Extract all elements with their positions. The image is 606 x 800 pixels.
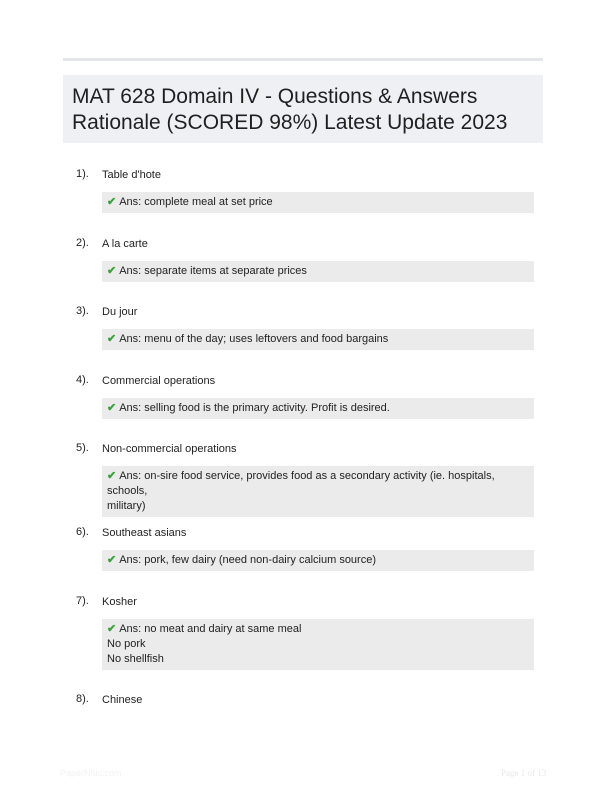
document-title: MAT 628 Domain IV - Questions & Answers Rationale (SCORED 98%) Latest Update 2023 <box>72 85 508 134</box>
check-icon: ✔ <box>107 623 117 635</box>
question-number: 4). <box>76 374 89 386</box>
question-prompt: Chinese <box>102 694 143 706</box>
answer-box <box>102 550 534 571</box>
answer-box <box>102 192 534 213</box>
question-prompt: Commercial operations <box>102 375 216 387</box>
title-banner <box>63 75 543 143</box>
answer-box <box>102 329 534 350</box>
footer-watermark: PaperNftic.com <box>60 768 122 778</box>
check-icon: ✔ <box>107 265 117 277</box>
question-prompt: Du jour <box>102 306 138 318</box>
answer-text: Ans: pork, few dairy (need non-dairy calcium source) <box>119 554 376 566</box>
question-number: 7). <box>76 595 89 607</box>
answer-text: No shellfish <box>107 653 164 665</box>
question-number: 3). <box>76 305 89 317</box>
check-icon: ✔ <box>107 333 117 345</box>
question-prompt: Non-commercial operations <box>102 443 237 455</box>
question-number: 1). <box>76 168 89 180</box>
answer-text: military) <box>107 500 146 512</box>
question-prompt: A la carte <box>102 238 148 250</box>
answer-text: Ans: complete meal at set price <box>119 196 273 208</box>
question-number: 8). <box>76 693 89 705</box>
check-icon: ✔ <box>107 196 117 208</box>
question-number: 2). <box>76 237 89 249</box>
answer-text: Ans: menu of the day; uses leftovers and food bargains <box>119 333 389 345</box>
page-number: Page 1 of 13 <box>501 768 547 778</box>
check-icon: ✔ <box>107 470 117 482</box>
top-divider <box>63 58 543 61</box>
answer-box <box>102 398 534 419</box>
question-prompt: Kosher <box>102 596 137 608</box>
question-prompt: Southeast asians <box>102 527 187 539</box>
answer-box <box>102 619 534 670</box>
question-number: 6). <box>76 526 89 538</box>
answer-text: Ans: no meat and dairy at same meal <box>119 623 302 635</box>
answer-text: Ans: on-sire food service, provides food as a secondary activity (ie. hospitals, schools, <box>107 470 495 497</box>
question-prompt: Table d'hote <box>102 169 161 181</box>
check-icon: ✔ <box>107 402 117 414</box>
answer-box <box>102 466 534 517</box>
answer-text: Ans: selling food is the primary activity. Profit is desired. <box>119 402 390 414</box>
check-icon: ✔ <box>107 554 117 566</box>
answer-text: No pork <box>107 638 146 650</box>
question-number: 5). <box>76 442 89 454</box>
answer-box <box>102 261 534 282</box>
answer-text: Ans: separate items at separate prices <box>119 265 307 277</box>
